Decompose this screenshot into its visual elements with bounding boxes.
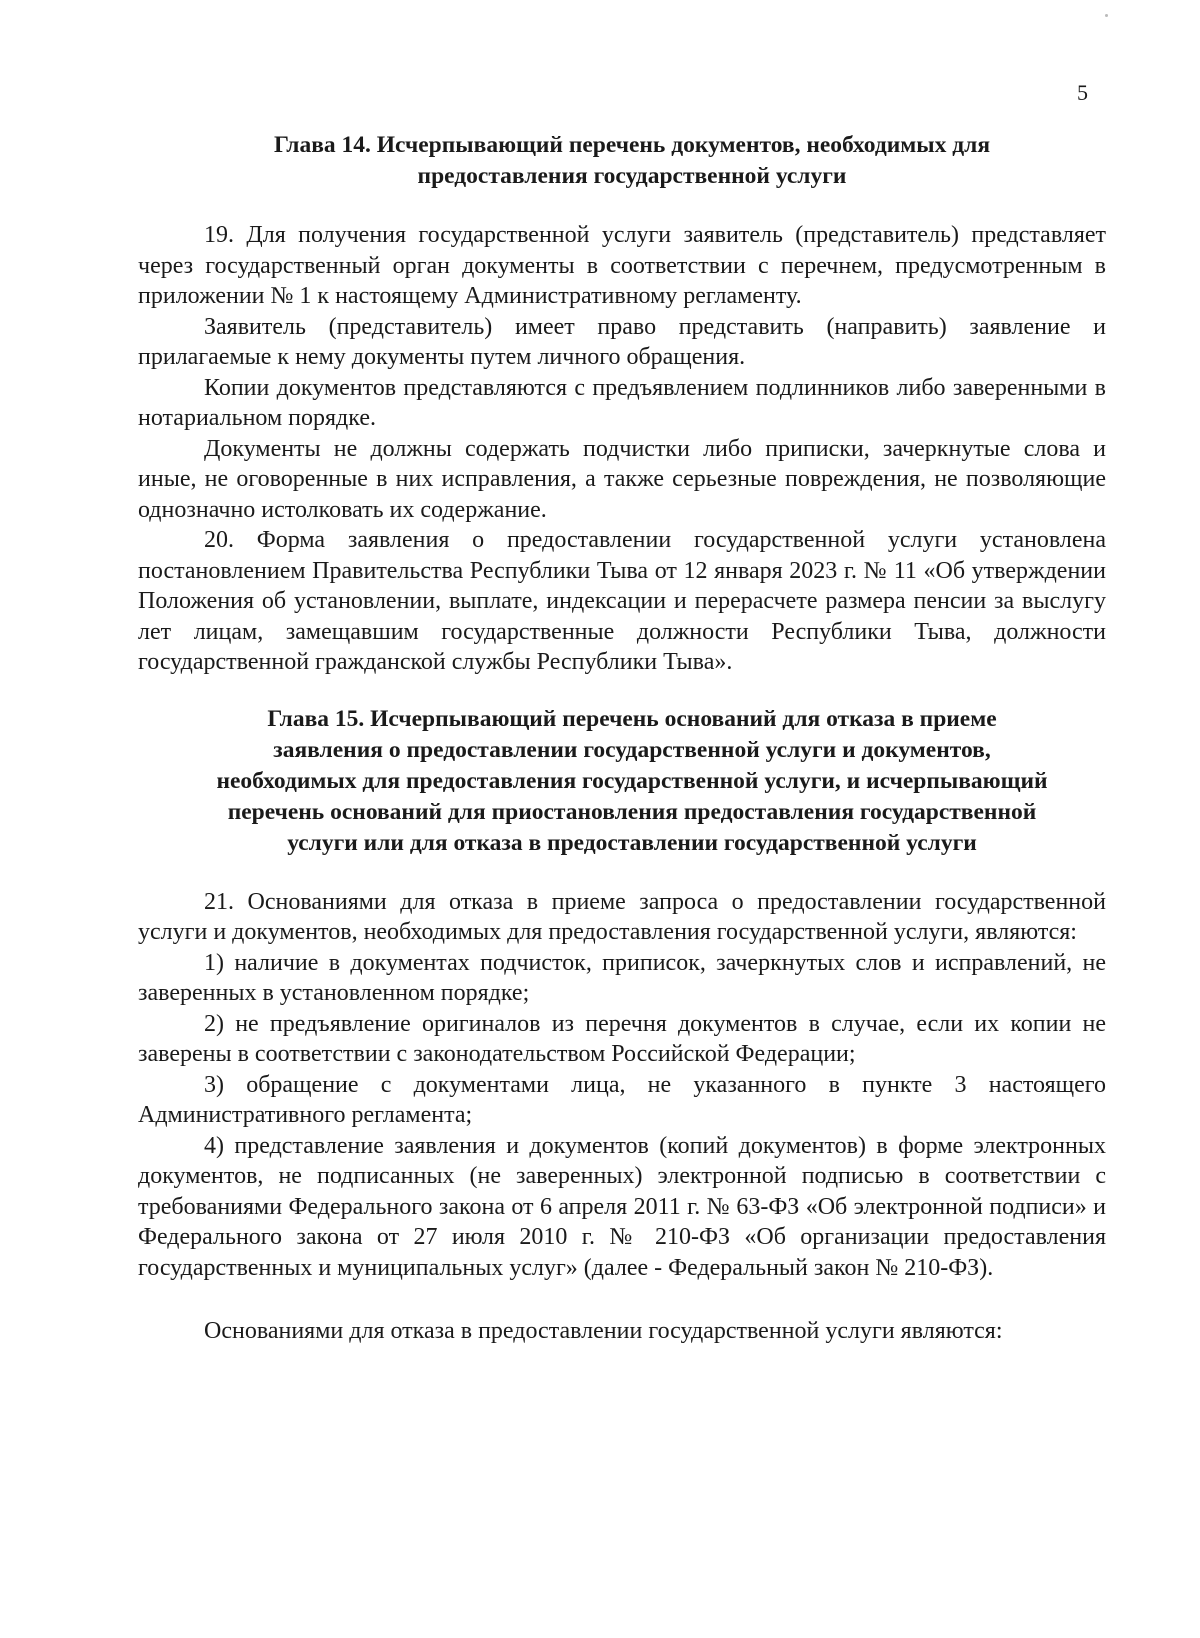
chapter-15-heading-line: услуги или для отказа в предоставлении государственной услуги	[287, 829, 977, 856]
paragraph-document-requirements: Документы не должны содержать подчистки либо приписки, зачеркнутые слова и иные, не оговоренные в них исправления, а также серьезные повреждения, не позволяющие однозначно истолковать их содержание.	[138, 435, 1106, 523]
page-number: 5	[1077, 80, 1088, 105]
paragraph-21: 21. Основаниями для отказа в приеме запроса о предоставлении государственной услуги и документов, необходимых для предоставления государственной услуги, являются:	[138, 888, 1106, 945]
paragraph-20: 20. Форма заявления о предоставлении государственной услуги установлена постановлением Правительства Республики Тыва от 12 января 2023 г. № 11 «Об утверждении Положения об установлении, выплате, индексации и перерасчете размера пенсии за выслугу лет лицам, замещавшим государственные должности Республики Тыва, должности государственной гражданской службы Республики Тыва».	[138, 527, 1106, 675]
list-item-3: 3) обращение с документами лица, не указанного в пункте 3 настоящего Административного регламента;	[138, 1071, 1106, 1128]
scan-speck	[1105, 14, 1108, 17]
list-item-1: 1) наличие в документах подчисток, приписок, зачеркнутых слов и исправлений, не заверенных в установленном порядке;	[138, 949, 1106, 1006]
paragraph-19: 19. Для получения государственной услуги заявитель (представитель) представляет через государственный орган документы в соответствии с перечнем, предусмотренным в приложении № 1 к настоящему Административному регламенту.	[138, 222, 1106, 309]
chapter-15-heading-line: Глава 15. Исчерпывающий перечень оснований для отказа в приеме	[267, 705, 997, 732]
chapter-15-heading-line: необходимых для предоставления государственной услуги, и исчерпывающий	[216, 767, 1048, 794]
chapter-14-heading-line: предоставления государственной услуги	[417, 163, 847, 189]
document-body	[138, 130, 1106, 1347]
chapter-15-heading-line: перечень оснований для приостановления предоставления государственной	[227, 798, 1037, 825]
chapter-14-heading	[138, 130, 1106, 192]
chapter-14-heading-line: Глава 14. Исчерпывающий перечень документов, необходимых для	[273, 132, 991, 158]
refusal-grounds-intro: Основаниями для отказа в предоставлении государственной услуги являются:	[204, 1318, 1003, 1344]
paragraph-applicant-right: Заявитель (представитель) имеет право представить (направить) заявление и прилагаемые к нему документы путем личного обращения.	[138, 313, 1106, 370]
chapter-15-heading	[138, 704, 1106, 859]
paragraph-copies: Копии документов представляются с предъявлением подлинников либо заверенными в нотариальном порядке.	[138, 374, 1106, 431]
list-item-2: 2) не предъявление оригиналов из перечня документов в случае, если их копии не заверены в соответствии с законодательством Российской Федерации;	[138, 1010, 1106, 1067]
list-item-4: 4) представление заявления и документов (копий документов) в форме электронных документов, не подписанных (не заверенных) электронной подписью в соответствии с требованиями Федерального закона от 6 апреля 2011 г. № 63-ФЗ «Об электронной подписи» и Федерального закона от 27 июля 2010 г. № 210-ФЗ «Об организации предоставления государственных и муниципальных услуг» (далее - Федеральный закон № 210-ФЗ).	[138, 1132, 1106, 1281]
chapter-15-heading-line: заявления о предоставлении государственной услуги и документов,	[273, 736, 991, 763]
